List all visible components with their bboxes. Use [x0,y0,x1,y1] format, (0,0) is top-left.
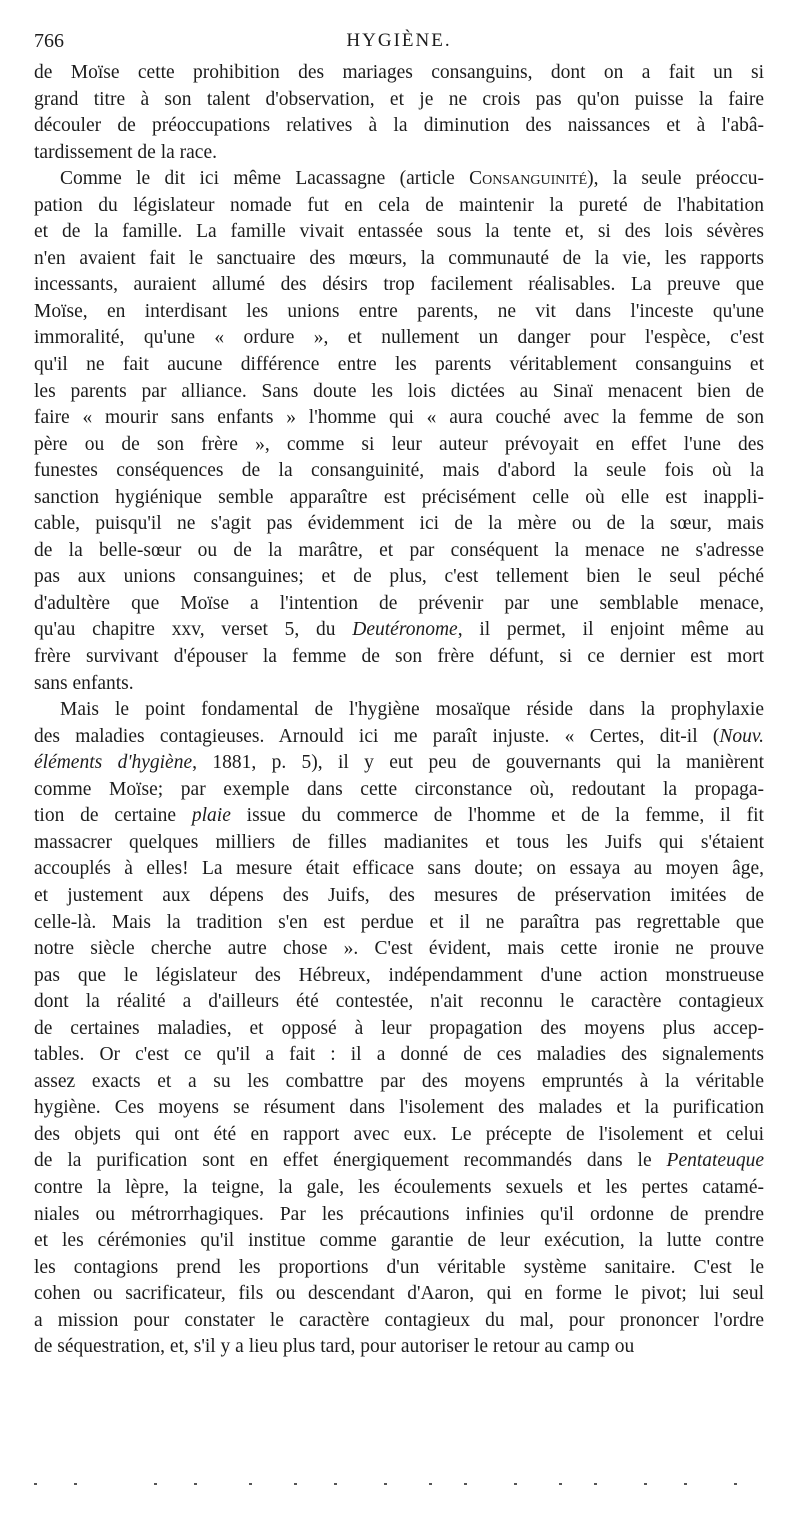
text-run: Moïse, en interdisant les unions entre parents, ne vit dans l'inceste qu'une [34,300,764,322]
text-line [34,458,764,485]
text-line [34,1334,764,1361]
text-run: a mission pour constater le caractère contagieux du mal, pour prononcer l'ordre [34,1309,764,1331]
text-run: pas que le législateur des Hébreux, indépendamment d'une action monstrueuse [34,964,764,986]
text-run: , 1881, p. 5), il y eut peu de gouvernants qui la manièrent [192,752,764,774]
text-line [34,1202,764,1229]
text-line [34,724,764,751]
text-run: tardissement de la race. [34,141,217,163]
text-line [34,910,764,937]
text-line [34,511,764,538]
text-run: qu'au chapitre xxv, verset 5, du [34,619,353,641]
text-run: pas aux unions consanguines; et de plus, c'est tellement bien le seul péché [34,566,764,588]
text-run: de la belle-sœur ou de la marâtre, et par conséquent la menace ne s'adresse [34,539,764,561]
page-number: 766 [34,30,64,52]
text-run: massacrer quelques milliers de filles madianites et tous les Juifs qui s'étaient [34,831,764,853]
italic-text: Pentateuque [666,1150,764,1172]
text-run: incessants, auraient allumé des désirs trop facilement réalisables. La preuve que [34,274,764,296]
text-run: des objets qui ont été en rapport avec eux. Le précepte de l'isolement et celui [34,1123,764,1145]
text-line [34,591,764,618]
text-line [34,272,764,299]
text-line [34,60,764,87]
text-line [34,113,764,140]
italic-text: Deutéronome [352,619,458,641]
text-line [34,883,764,910]
text-line [34,856,764,883]
text-run: immoralité, qu'une « ordure », et nullement un danger pour l'espèce, c'est [34,327,764,349]
text-line [34,1069,764,1096]
text-line [34,1016,764,1043]
text-run: cohen ou sacrificateur, fils ou descendant d'Aaron, qui en forme le pivot; lui seul [34,1283,764,1305]
text-line [34,697,764,724]
text-line [34,1122,764,1149]
text-line [34,936,764,963]
text-run: cable, puisqu'il ne s'agit pas évidemment ici de la mère ou de la sœur, mais [34,513,764,535]
text-run: tables. Or c'est ce qu'il a fait : il a donné de ces maladies des signalements [34,1044,764,1066]
italic-text: plaie [191,805,231,827]
text-run: de séquestration, et, s'il y a lieu plus tard, pour autoriser le retour au camp ou [34,1336,635,1358]
text-run: contre la lèpre, la teigne, la gale, les écoulements sexuels et les pertes catamé- [34,1176,764,1198]
text-run: comme Moïse; par exemple dans cette circonstance où, redoutant la propaga- [34,778,764,800]
text-run: tion de certaine [34,805,192,827]
text-run: et de la famille. La famille vivait entassée sous la tente et, si des lois sévères [34,221,764,243]
text-run: d'adultère que Moïse a l'intention de prévenir par une semblable menace, [34,592,764,614]
body-text [34,60,764,1361]
text-run: notre siècle cherche autre chose ». C'est évident, mais cette ironie ne prouve [34,938,764,960]
italic-text: éléments d'hygiène [34,752,193,774]
text-run: père ou de son frère », comme si leur auteur prévoyait en effet l'une des [34,433,764,455]
text-run: découler de préoccupations relatives à la diminution des naissances et à l'abâ- [34,115,764,137]
text-line [34,671,764,698]
text-run: accouplés à elles! La mesure était efficace sans doute; on essaya au moyen âge, [34,858,764,880]
text-line [34,1255,764,1282]
text-line [34,193,764,220]
text-line [34,166,764,193]
text-run: des maladies contagieuses. Arnould ici me paraît injuste. « Certes, dit-il ( [34,725,720,747]
text-run: Mais le point fondamental de l'hygiène mosaïque réside dans la prophylaxie [60,699,764,721]
text-line [34,538,764,565]
text-line [34,432,764,459]
text-line [34,1042,764,1069]
text-run: issue du commerce de l'homme et de la femme, il fit [230,805,764,827]
text-run: sans enfants. [34,672,134,694]
text-line [34,1095,764,1122]
text-line [34,1281,764,1308]
text-run: hygiène. Ces moyens se résument dans l'isolement des malades et la purification [34,1097,764,1119]
text-line [34,777,764,804]
text-line [34,219,764,246]
text-run: celle-là. Mais la tradition s'en est perdue et il ne paraîtra pas regrettable que [34,911,764,933]
text-line [34,325,764,352]
text-line [34,803,764,830]
text-run: funestes conséquences de la consanguinité, mais d'abord la seule fois où la [34,460,764,482]
text-line [34,830,764,857]
text-run: Comme le dit ici même Lacassagne (article [60,168,470,190]
text-run: dont la réalité a d'ailleurs été contestée, n'ait reconnu le caractère contagieux [34,991,764,1013]
text-run: grand titre à son talent d'observation, et je ne crois pas qu'on puisse la faire [34,88,764,110]
text-line [34,750,764,777]
text-run: les parents par alliance. Sans doute les lois dictées au Sinaï menacent bien de [34,380,764,402]
text-run: et justement aux dépens des Juifs, des mesures de préservation imitées de [34,884,764,906]
text-run: qu'il ne fait aucune différence entre les parents véritablement consanguins et [34,354,764,376]
text-run: n'en avaient fait le sanctuaire des mœurs, la communauté de la vie, les rapports [34,247,764,269]
text-run: de certaines maladies, et opposé à leur propagation des moyens plus accep- [34,1017,764,1039]
text-line [34,140,764,167]
text-line [34,1228,764,1255]
text-line [34,644,764,671]
small-caps-text: Consanguinité [469,168,588,190]
text-line [34,485,764,512]
text-run: frère survivant d'épouser la femme de son frère défunt, si ce dernier est mort [34,646,764,668]
text-line [34,1175,764,1202]
text-line [34,405,764,432]
page-header [34,30,764,58]
italic-text: Nouv. [719,725,764,747]
text-line [34,352,764,379]
text-line [34,963,764,990]
text-line [34,246,764,273]
text-run: sanction hygiénique semble apparaître est précisément celle où elle est inappli- [34,486,764,508]
running-title: HYGIÈNE. [346,30,452,51]
text-run: pation du législateur nomade fut en cela de maintenir la pureté de l'habitation [34,194,764,216]
text-run: et les cérémonies qu'il institue comme garantie de leur exécution, la lutte contre [34,1230,764,1252]
footer-speckle [34,1482,764,1486]
text-run: de Moïse cette prohibition des mariages consanguins, dont on a fait un si [34,62,764,83]
text-run: niales ou métrorrhagiques. Par les précautions infinies qu'il ordonne de prendre [34,1203,764,1225]
text-line [34,989,764,1016]
text-run: , il permet, il enjoint même au [457,619,764,641]
text-run: faire « mourir sans enfants » l'homme qui « aura couché avec la femme de son [34,407,764,429]
text-line [34,87,764,114]
text-run: de la purification sont en effet énergiquement recommandés dans le [34,1150,667,1172]
text-line [34,379,764,406]
text-line [34,564,764,591]
text-run: assez exacts et a su les combattre par des moyens empruntés à la véritable [34,1070,764,1092]
text-line [34,299,764,326]
text-run: ), la seule préoccu- [587,168,764,190]
text-line [34,1148,764,1175]
text-run: les contagions prend les proportions d'un véritable système sanitaire. C'est le [34,1256,764,1278]
text-line [34,617,764,644]
text-line [34,1308,764,1335]
